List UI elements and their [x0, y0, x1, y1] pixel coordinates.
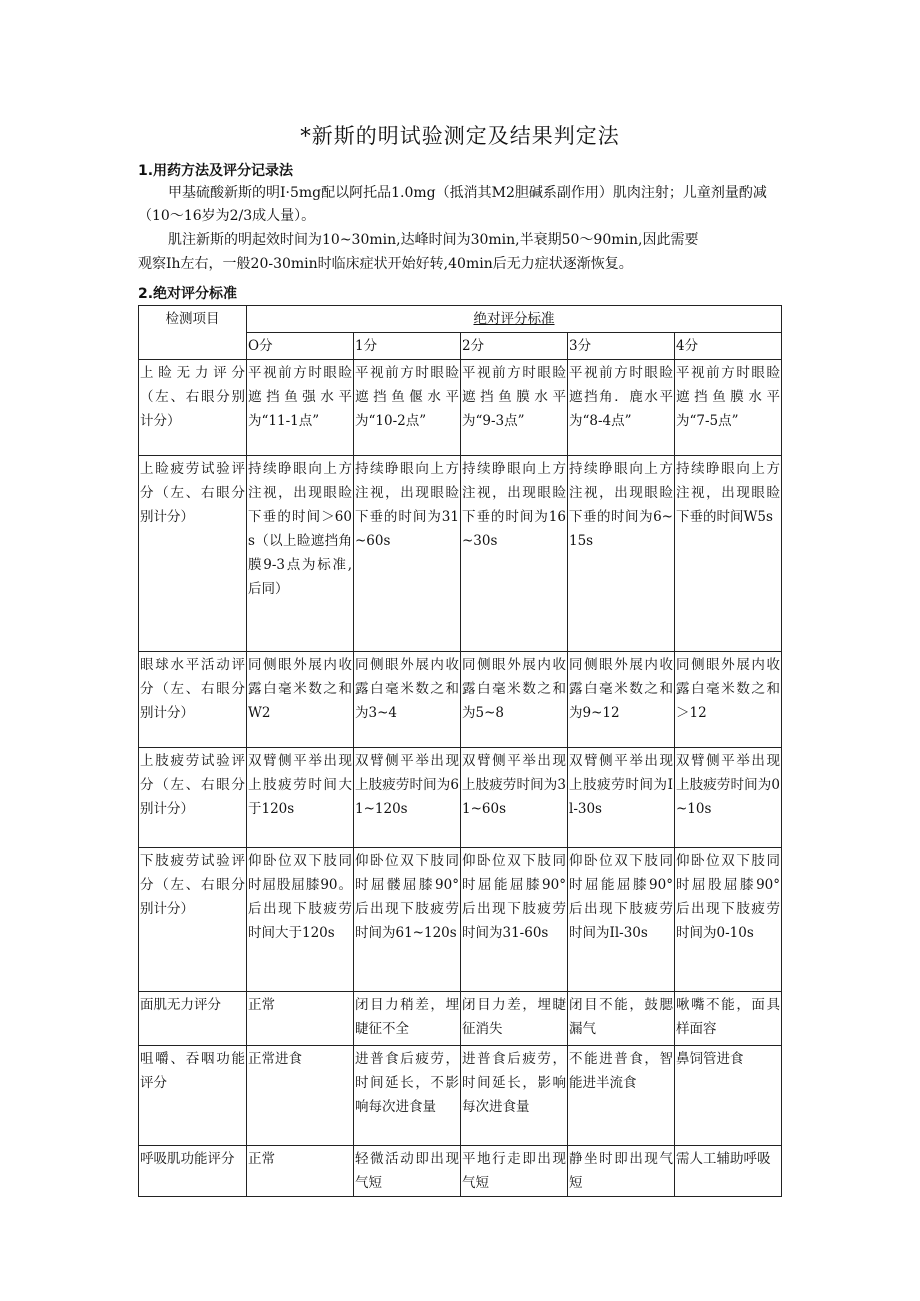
- score-cell: 双臂侧平举出现上肢疲劳时间大于120s: [247, 748, 354, 848]
- score-cell: 不能进普食，智能进半流食: [568, 1046, 675, 1146]
- header-score-0: O分: [247, 333, 354, 360]
- section-1-heading: 1.用药方法及评分记录法: [138, 163, 294, 179]
- score-cell: 平视前方时眼睑遮挡鱼偃水平为“10-2点”: [354, 360, 461, 456]
- score-cell: 同侧眼外展内收露白毫米数之和为5~8: [461, 652, 568, 748]
- score-cell: 持续睁眼向上方注视，出现眼睑下垂的时间为16~30s: [461, 456, 568, 652]
- table-row: [139, 748, 782, 848]
- score-cell: 平地行走即出现气短: [461, 1146, 568, 1197]
- table-row: [139, 360, 782, 456]
- score-cell: 静坐时即出现气短: [568, 1146, 675, 1197]
- table-row: [139, 992, 782, 1046]
- score-cell: 进普食后疲劳，时间延长，影响每次进食量: [461, 1046, 568, 1146]
- score-cell: 同侧眼外展内收露白毫米数之和W2: [247, 652, 354, 748]
- score-cell: 啾嘴不能，面具样面容: [675, 992, 782, 1046]
- score-cell: 仰卧位双下肢同时屈股屈膝90。后出现下肢疲劳时间大于120s: [247, 848, 354, 992]
- score-cell: 持续睁眼向上方注视，出现眼睑下垂的时间为6~15s: [568, 456, 675, 652]
- score-cell: 仰卧位双下肢同时屈髅屈膝90°后出现下肢疲劳时间为61~120s: [354, 848, 461, 992]
- header-score-4: 4分: [675, 333, 782, 360]
- header-score-group: 绝对评分标准: [247, 306, 782, 333]
- score-cell: 同侧眼外展内收露白毫米数之和为3~4: [354, 652, 461, 748]
- row-item: 上睑疲劳试验评分（左、右眼分别计分）: [139, 456, 247, 652]
- row-item: 眼球水平活动评分（左、右眼分别计分）: [139, 652, 247, 748]
- header-score-2: 2分: [461, 333, 568, 360]
- score-cell: 进普食后疲劳，时间延长，不影响每次进食量: [354, 1046, 461, 1146]
- table-row: [139, 848, 782, 992]
- score-cell: 双臂侧平举出现上肢疲劳时间为31~60s: [461, 748, 568, 848]
- row-item: 上睑无力评分（左、右眼分别计分）: [139, 360, 247, 456]
- row-item: 下肢疲劳试验评分（左、右眼分别计分）: [139, 848, 247, 992]
- table-row: [139, 652, 782, 748]
- header-score-3: 3分: [568, 333, 675, 360]
- row-item: 咀嚼、吞咽功能评分: [139, 1046, 247, 1146]
- score-cell: 正常: [247, 1146, 354, 1197]
- score-cell: 轻微活动即出现气短: [354, 1146, 461, 1197]
- score-cell: 闭目力差，埋睫征消失: [461, 992, 568, 1046]
- row-item: 呼吸肌功能评分: [139, 1146, 247, 1197]
- header-item: 检测项目: [139, 306, 247, 360]
- table-row: [139, 456, 782, 652]
- header-score-1: 1分: [354, 333, 461, 360]
- table-row: [139, 1046, 782, 1146]
- score-cell: 需人工辅助呼吸: [675, 1146, 782, 1197]
- scoring-table: [138, 305, 782, 1197]
- timing-paragraph-line2: 观察Ih左右，一般20-30min时临床症状开始好转,40min后无力症状逐渐恢复。: [138, 256, 633, 272]
- score-cell: 闭目力稍差，埋睫征不全: [354, 992, 461, 1046]
- score-cell: 平视前方时眼睑遮挡鱼强水平为“11-1点”: [247, 360, 354, 456]
- score-cell: 正常: [247, 992, 354, 1046]
- page-title: *新斯的明试验测定及结果判定法: [300, 124, 620, 148]
- score-cell: 仰卧位双下肢同时屈能屈膝90°后出现下肢疲劳时间为31-60s: [461, 848, 568, 992]
- score-cell: 平视前方时眼睑遮挡鱼膜水平为“7-5点”: [675, 360, 782, 456]
- score-cell: 持续睁眼向上方注视，出现眼睑下垂的时间＞60s（以上睑遮挡角膜9-3点为标准,后同）: [247, 456, 354, 652]
- row-item: 上肢疲劳试验评分（左、右眼分别计分）: [139, 748, 247, 848]
- dosage-paragraph: 甲基硫酸新斯的明I·5mg配以阿托品1.0mg（抵消其M2胆碱系副作用）肌肉注射；儿童剂量酌减（10～16岁为2/3成人量）。: [138, 185, 767, 224]
- score-cell: 双臂侧平举出现上肢疲劳时间为0~10s: [675, 748, 782, 848]
- score-cell: 仰卧位双下肢同时屈能屈膝90°后出现下肢疲劳时间为Il-30s: [568, 848, 675, 992]
- timing-paragraph-line1: 肌注新斯的明起效时间为10~30min,达峰时间为30min,半衰期50～90min,因此需要: [168, 232, 699, 248]
- score-cell: 双臂侧平举出现上肢疲劳时间为61~120s: [354, 748, 461, 848]
- section-2-heading: 2.绝对评分标准: [138, 286, 238, 302]
- score-cell: 闭目不能，鼓腮漏气: [568, 992, 675, 1046]
- score-cell: 平视前方时眼睑遮挡角．鹿水平为“8-4点”: [568, 360, 675, 456]
- score-cell: 持续睁眼向上方注视，出现眼睑下垂的时间为31~60s: [354, 456, 461, 652]
- score-cell: 仰卧位双下肢同时屈股屈膝90°后出现下肢疲劳时间为0-10s: [675, 848, 782, 992]
- table-row: [139, 1146, 782, 1197]
- score-cell: 持续睁眼向上方注视，出现眼睑下垂的时间W5s: [675, 456, 782, 652]
- score-cell: 鼻饲管进食: [675, 1046, 782, 1146]
- row-item: 面肌无力评分: [139, 992, 247, 1046]
- score-cell: 同侧眼外展内收露白毫米数之和＞12: [675, 652, 782, 748]
- score-cell: 双臂侧平举出现上肢疲劳时间为Il-30s: [568, 748, 675, 848]
- score-cell: 同侧眼外展内收露白毫米数之和为9~12: [568, 652, 675, 748]
- score-cell: 平视前方时眼睑遮挡鱼膜水平为“9-3点”: [461, 360, 568, 456]
- score-cell: 正常进食: [247, 1046, 354, 1146]
